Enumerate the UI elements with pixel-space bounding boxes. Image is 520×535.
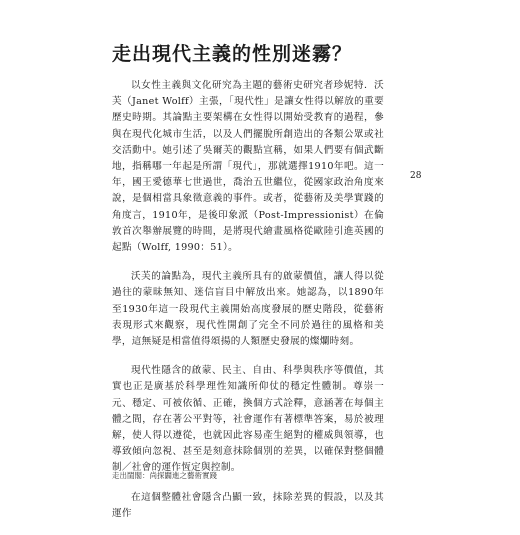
paragraph-2: 沃芙的論點為，現代主義所具有的啟蒙價值，讓人得以從過往的蒙昧無知、迷信盲目中解放出來。她認為，以1890年至1930年這一段現代主義開始高度發展的歷史階段，從藝術表現形式來觀察，現代性開創了完全不同於過往的風格和美學，這無疑是相當值得頌揚的人類歷史發展的燦爛時刻。 (112, 271, 384, 348)
paragraph-4: 在這個整體社會隱含凸顯一致，抹除差異的假設，以及其運作 (112, 491, 384, 519)
paragraph-3: 現代性隱含的啟蒙、民主、自由、科學與秩序等價值，其實也正是廣基於科學理性知識所仰仗的穩定性體制。尊崇一元、穩定、可被依循、正確，換個方式詮釋，意涵著在每個主體之間，存在著公平對等，社會運作有著標準答案，易於被理解，使人得以遵從，也就因此容易產生絕對的權威與領導，也導致傾向忽視、甚至是刻意抹除個別的差異，以確保對整個體制／社會的運作恆定與控制。 (112, 365, 384, 474)
body-text (112, 78, 384, 535)
paragraph-1: 以女性主義與文化研究為主題的藝術史研究者珍妮特．沃芙（Janet Wolff）主張，「現代性」是讓女性得以解放的重要歷史時期。其論點主要架構在女性得以開始受教育的過程，參與在現代化城市生活，以及人們擺脫所創造出的各類公眾或社交活動中。她引述了吳爾芙的觀點宣稱，如果人們要有個武斷地，指稱哪一年起是所謂「現代」，那就選擇1910年吧。這一年，國王愛德華七世過世，喬治五世繼位，從國家政治角度來說，是個相當具象徵意義的事件。或者，從藝術及美學實踐的角度言，1910年，是後印象派（Post-Impressionist）在倫敦首次舉辦展覽的時間，是將現代繪畫風格從歐陸引進英國的起點（Wolff, 1990：51）。 (112, 80, 384, 254)
footer-running-title: 走出閨閣：尚探闢進之藝術實踐 (112, 471, 217, 480)
page-title: 走出現代主義的性別迷霧？ (112, 43, 353, 65)
page-number: 28 (410, 171, 422, 181)
